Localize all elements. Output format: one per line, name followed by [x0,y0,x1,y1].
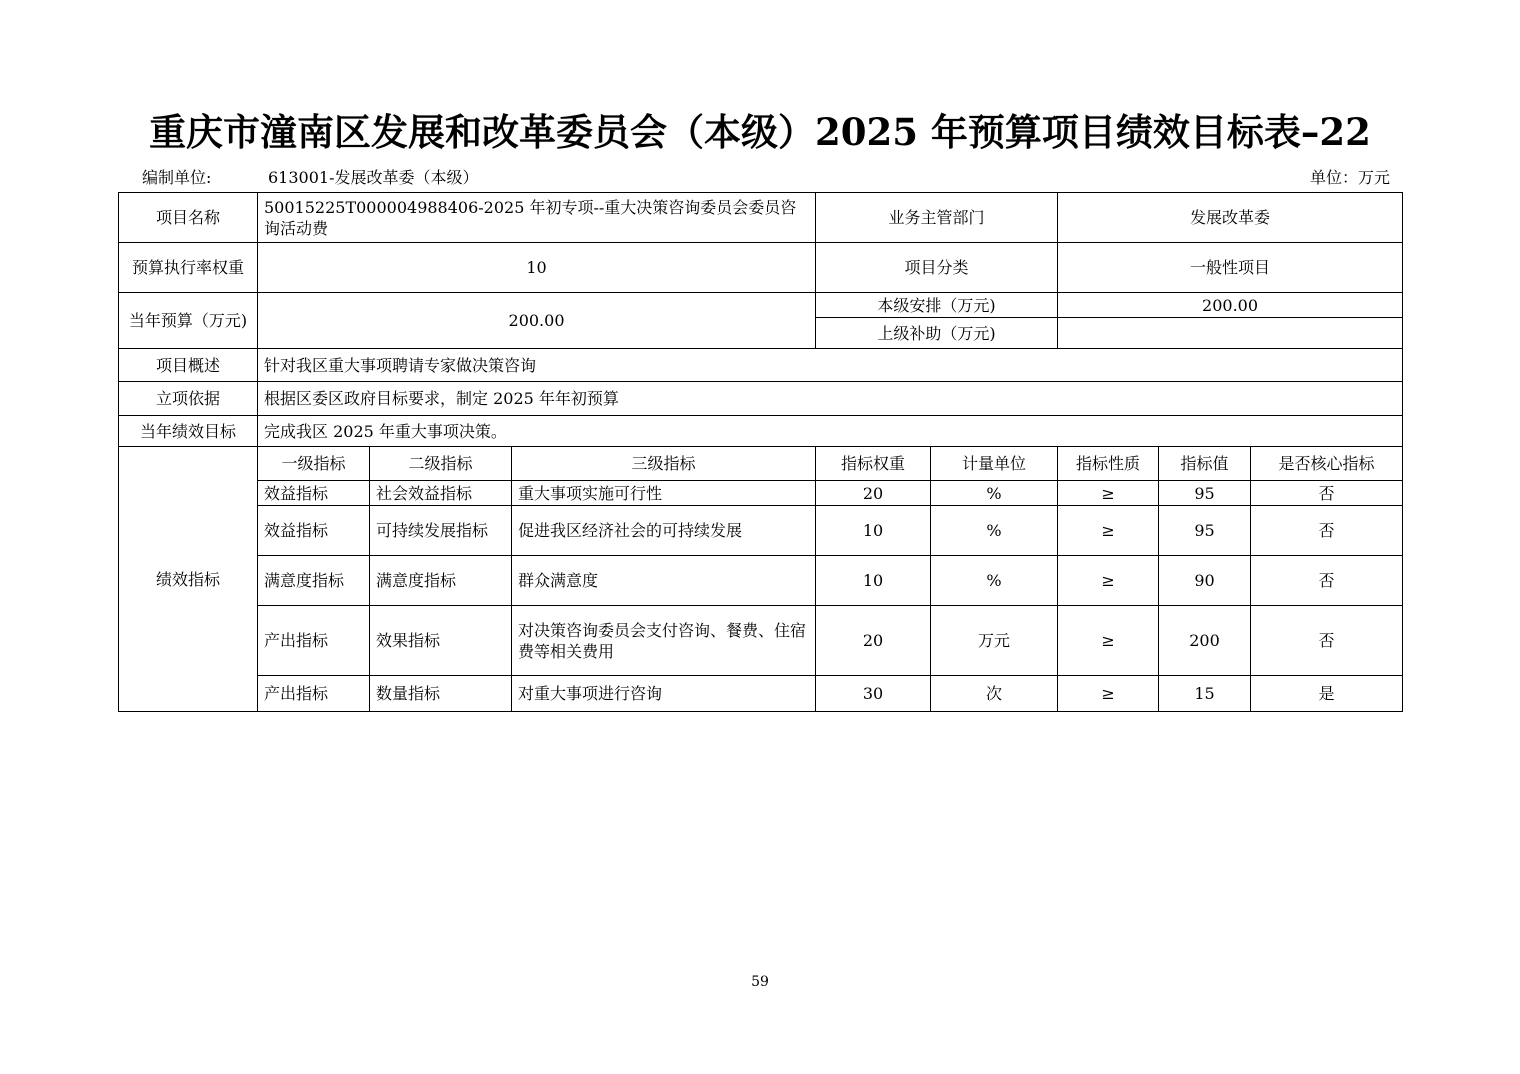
project-name-value: 50015225T000004988406-2025 年初专项--重大决策咨询委员会委员咨询活动费 [258,193,816,243]
basis-label: 立项依据 [119,382,258,416]
nature-cell: ≥ [1058,606,1159,676]
table-row [119,481,1403,506]
core-cell: 否 [1251,556,1403,606]
budget-value: 200.00 [258,293,816,349]
column-header: 二级指标 [370,447,512,481]
core-cell: 否 [1251,506,1403,556]
level3-cell: 促进我区经济社会的可持续发展 [512,506,816,556]
column-header: 三级指标 [512,447,816,481]
local-budget-value: 200.00 [1058,293,1403,318]
core-cell: 否 [1251,481,1403,506]
level3-cell: 对决策咨询委员会支付咨询、餐费、住宿费等相关费用 [512,606,816,676]
value-cell: 95 [1159,506,1251,556]
level3-cell: 群众满意度 [512,556,816,606]
table-row [119,676,1403,712]
value-cell: 200 [1159,606,1251,676]
core-cell: 是 [1251,676,1403,712]
goal-label: 当年绩效目标 [119,416,258,447]
level1-cell: 效益指标 [258,506,370,556]
weight-cell: 10 [816,506,931,556]
unit-cell: % [931,556,1058,606]
level2-cell: 社会效益指标 [370,481,512,506]
column-header: 指标性质 [1058,447,1159,481]
level1-cell: 效益指标 [258,481,370,506]
weight-cell: 10 [816,556,931,606]
page-title: 重庆市潼南区发展和改革委员会（本级）2025 年预算项目绩效目标表–22 [149,110,1371,154]
nature-cell: ≥ [1058,556,1159,606]
unit-cell: 次 [931,676,1058,712]
column-header: 指标值 [1159,447,1251,481]
budget-label: 当年预算（万元) [119,293,258,349]
category-label: 项目分类 [816,243,1058,293]
basis-value: 根据区委区政府目标要求，制定 2025 年年初预算 [258,382,1403,416]
dept-value: 发展改革委 [1058,193,1403,243]
column-header: 计量单位 [931,447,1058,481]
level1-cell: 产出指标 [258,676,370,712]
indicator-header-row [119,447,1403,481]
goal-value: 完成我区 2025 年重大事项决策。 [258,416,1403,447]
category-value: 一般性项目 [1058,243,1403,293]
unit-cell: 万元 [931,606,1058,676]
compile-unit-value: 613001-发展改革委（本级） [268,168,479,187]
column-header: 指标权重 [816,447,931,481]
table-row [119,506,1403,556]
page-number: 59 [751,974,769,990]
weight-cell: 20 [816,606,931,676]
level3-cell: 对重大事项进行咨询 [512,676,816,712]
value-cell: 95 [1159,481,1251,506]
value-cell: 90 [1159,556,1251,606]
core-cell: 否 [1251,606,1403,676]
table-row [119,556,1403,606]
table-row [119,606,1403,676]
indicators-section-label: 绩效指标 [119,447,258,712]
value-cell: 15 [1159,676,1251,712]
column-header: 是否核心指标 [1251,447,1403,481]
local-budget-label: 本级安排（万元) [816,293,1058,318]
dept-label: 业务主管部门 [816,193,1058,243]
upper-subsidy-label: 上级补助（万元) [816,318,1058,349]
nature-cell: ≥ [1058,506,1159,556]
overview-label: 项目概述 [119,349,258,382]
column-header: 一级指标 [258,447,370,481]
level2-cell: 效果指标 [370,606,512,676]
unit-cell: % [931,506,1058,556]
level2-cell: 满意度指标 [370,556,512,606]
level2-cell: 数量指标 [370,676,512,712]
nature-cell: ≥ [1058,676,1159,712]
level3-cell: 重大事项实施可行性 [512,481,816,506]
exec-rate-label: 预算执行率权重 [119,243,258,293]
currency-unit: 单位：万元 [1309,168,1390,187]
project-name-label: 项目名称 [119,193,258,243]
nature-cell: ≥ [1058,481,1159,506]
level2-cell: 可持续发展指标 [370,506,512,556]
exec-rate-value: 10 [258,243,816,293]
upper-subsidy-value [1058,318,1403,349]
weight-cell: 20 [816,481,931,506]
level1-cell: 产出指标 [258,606,370,676]
weight-cell: 30 [816,676,931,712]
overview-value: 针对我区重大事项聘请专家做决策咨询 [258,349,1403,382]
compile-unit-label: 编制单位: [142,168,212,187]
level1-cell: 满意度指标 [258,556,370,606]
unit-cell: % [931,481,1058,506]
performance-table [118,192,1403,712]
